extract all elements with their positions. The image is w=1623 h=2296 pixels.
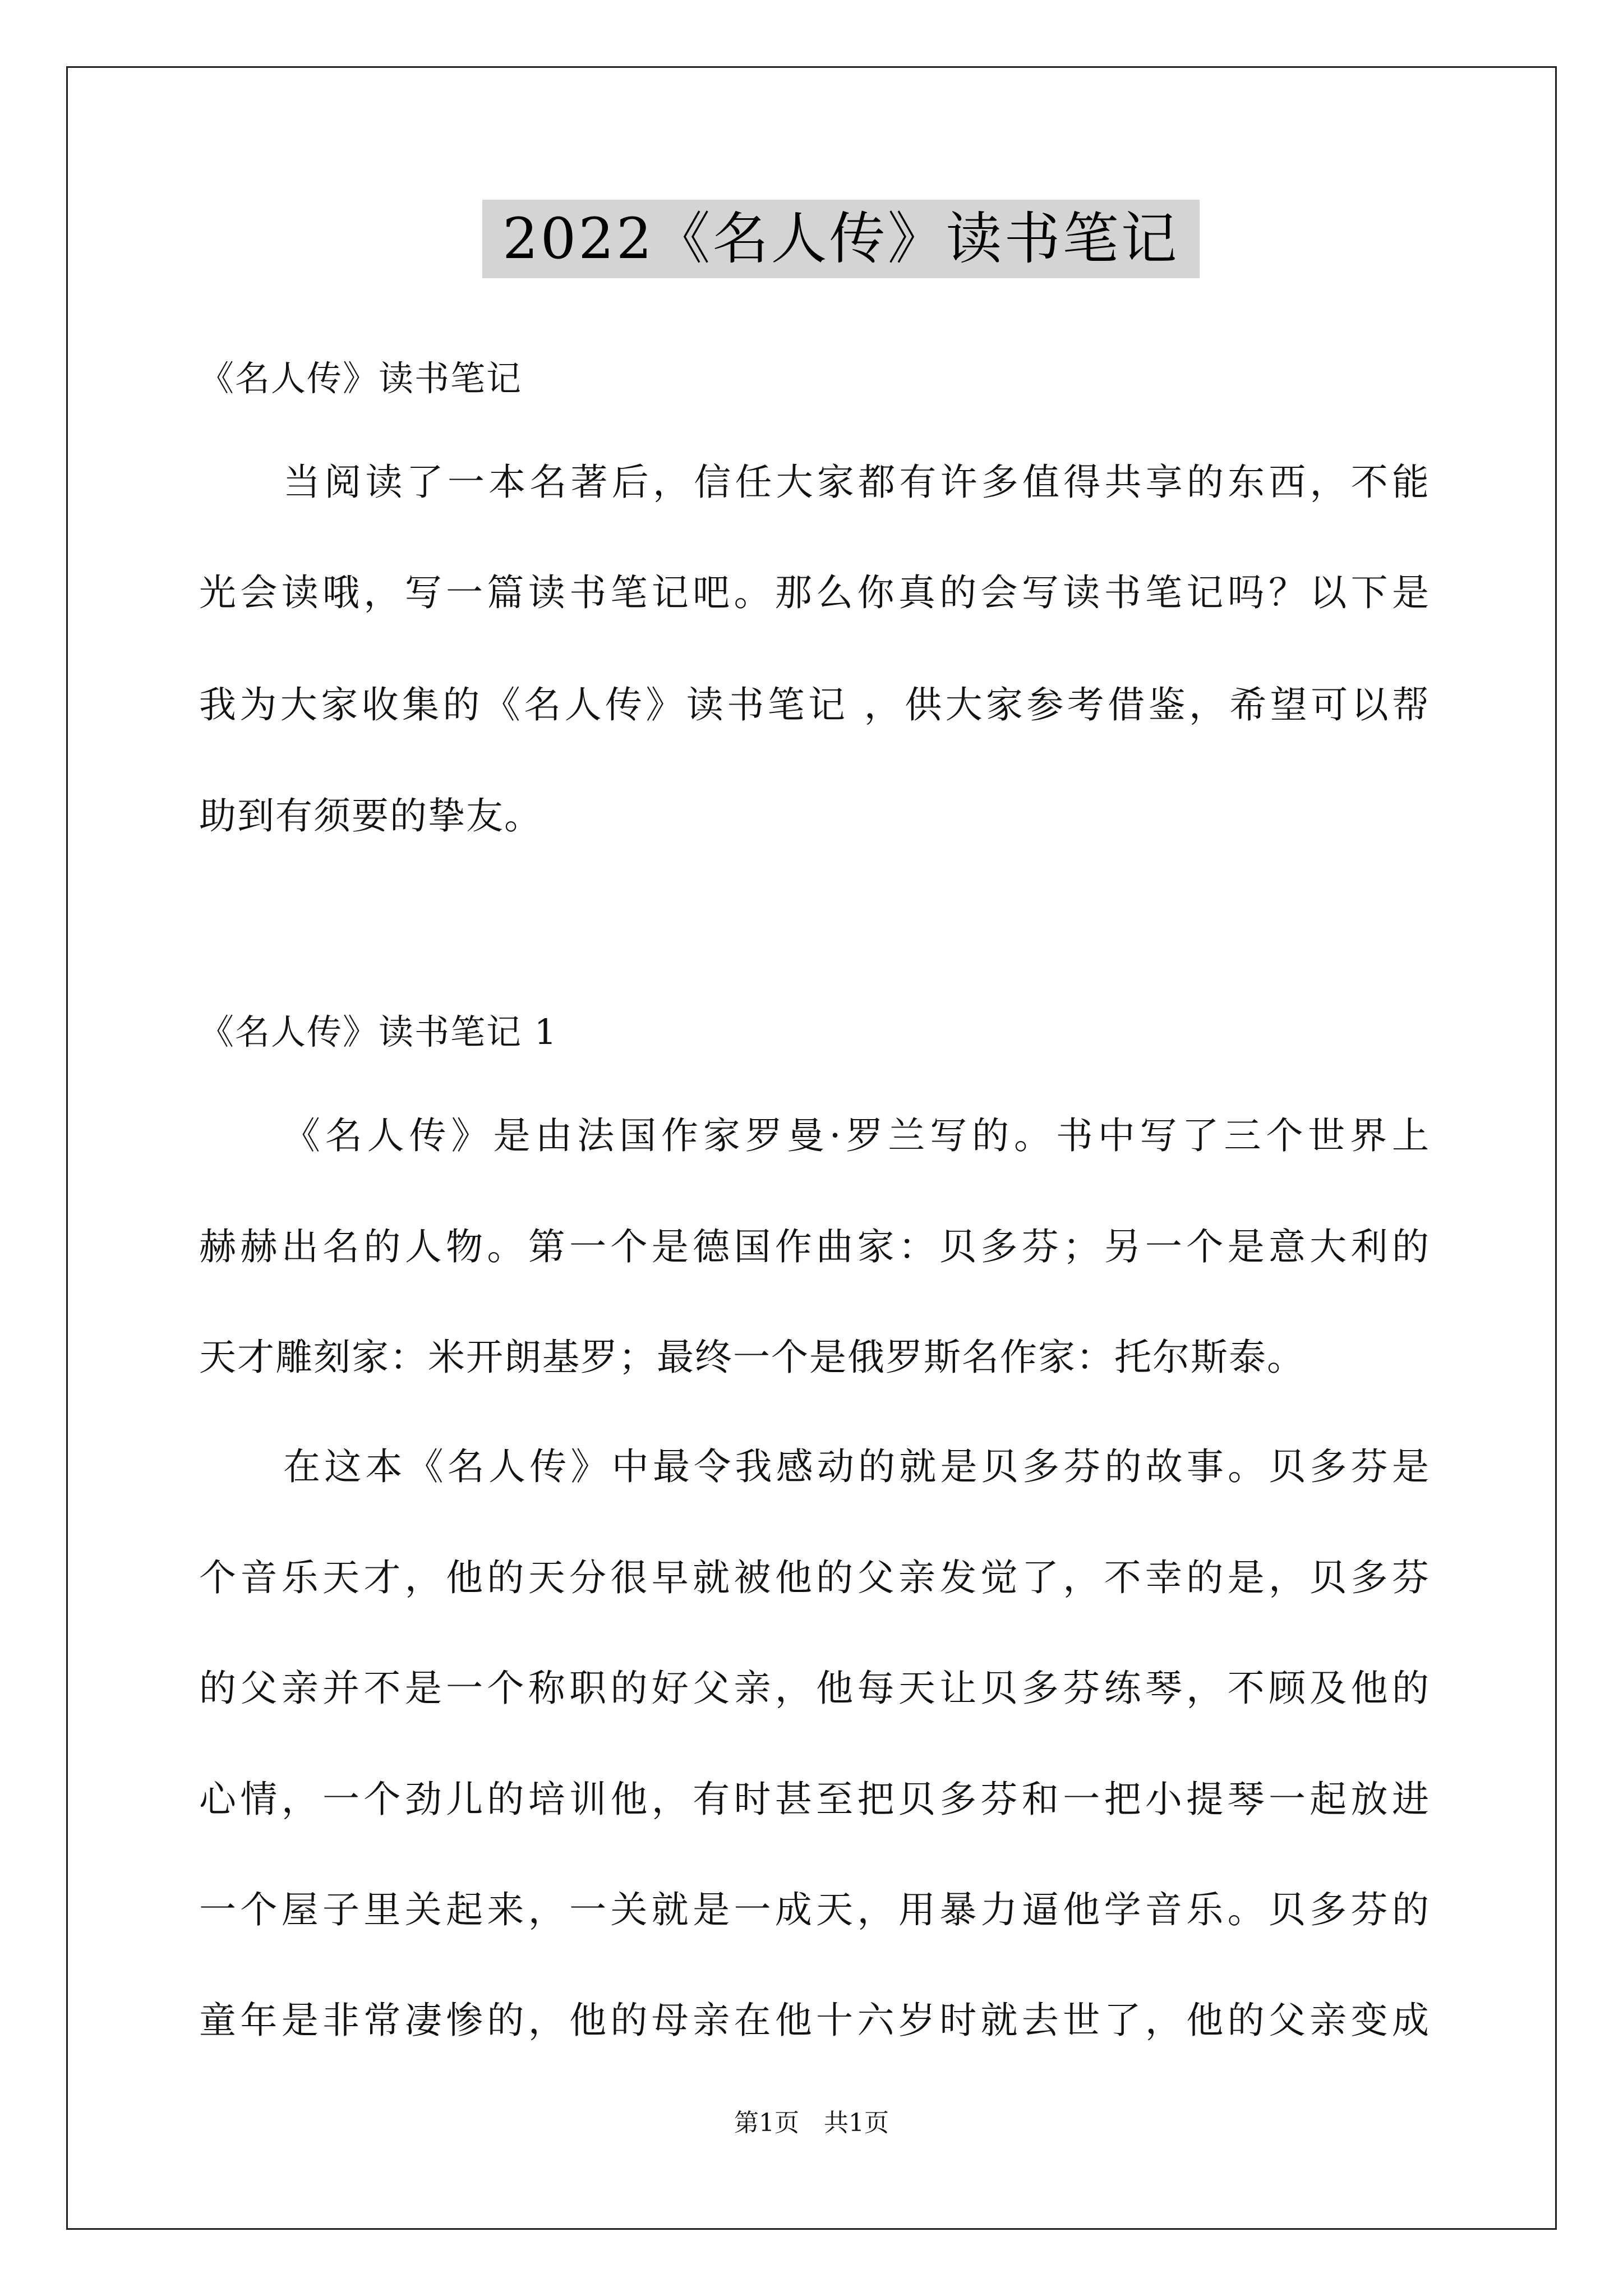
section-heading: 《名人传》读书笔记 1 xyxy=(199,1011,558,1052)
paragraph-line: 童年是非常凄惨的，他的母亲在他十六岁时就去世了，他的父亲变成 xyxy=(199,1999,1430,2042)
paragraph-line: 天才雕刻家：米开朗基罗；最终一个是俄罗斯名作家：托尔斯泰。 xyxy=(199,1336,1305,1379)
intro-line: 助到有须要的挚友。 xyxy=(199,794,542,838)
paragraph-line: 的父亲并不是一个称职的好父亲，他每天让贝多芬练琴，不顾及他的 xyxy=(199,1667,1430,1710)
paragraph-line: 心情，一个劲儿的培训他，有时甚至把贝多芬和一把小提琴一起放进 xyxy=(199,1778,1430,1821)
paragraph-line: 在这本《名人传》中最令我感动的就是贝多芬的故事。贝多芬是 xyxy=(283,1445,1430,1488)
page-footer: 第1页 共1页 xyxy=(734,2109,889,2137)
intro-line: 光会读哦，写一篇读书笔记吧。那么你真的会写读书笔记吗？以下是 xyxy=(199,571,1430,614)
paragraph-line: 个音乐天才，他的天分很早就被他的父亲发觉了，不幸的是，贝多芬 xyxy=(199,1556,1430,1599)
paragraph-line: 一个屋子里关起来，一关就是一成天，用暴力逼他学音乐。贝多芬的 xyxy=(199,1888,1430,1931)
intro-line: 当阅读了一本名著后，信任大家都有许多值得共享的东西，不能 xyxy=(283,461,1430,504)
intro-heading: 《名人传》读书笔记 xyxy=(199,358,523,399)
intro-line: 我为大家收集的《名人传》读书笔记 ，供大家参考借鉴，希望可以帮 xyxy=(199,683,1430,726)
document-title: 2022《名人传》读书笔记 xyxy=(482,200,1200,278)
paragraph-line: 《名人传》是由法国作家罗曼·罗兰写的。书中写了三个世界上 xyxy=(283,1114,1430,1157)
paragraph-line: 赫赫出名的人物。第一个是德国作曲家：贝多芬；另一个是意大利的 xyxy=(199,1225,1430,1268)
